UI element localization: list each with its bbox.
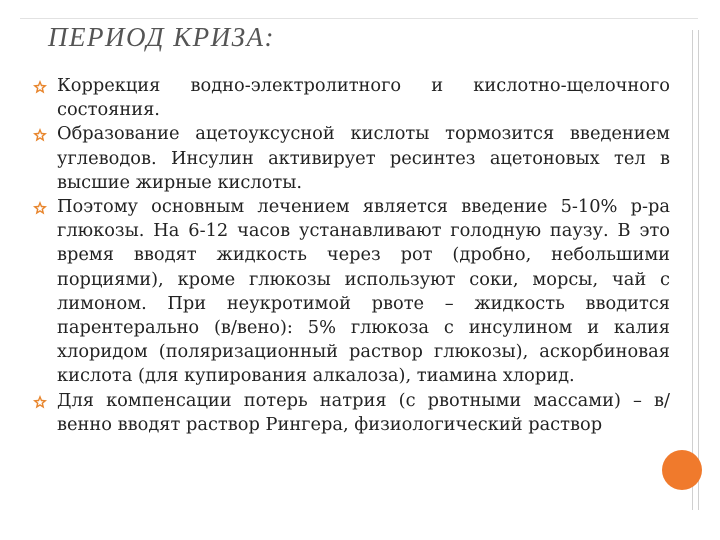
list-item	[30, 122, 670, 195]
decorative-rail	[690, 30, 702, 510]
list-item	[30, 389, 670, 437]
bullet-text: Для компенсации потерь натрия (с рвотными массами) – в/венно вводят раствор Рингера, физиологический раствор	[57, 389, 670, 435]
slide-title: ПЕРИОД КРИЗА:	[48, 22, 276, 52]
list-item	[30, 74, 670, 122]
accent-circle	[662, 450, 702, 490]
bullet-text: Поэтому основным лечением является введение 5-10% р-ра глюкозы. На 6-12 часов устанавливают голодную паузу. В это время вводят жидкость через рот (дробно, небольшими порциями), кроме глюкозы используют соки, морсы, чай с лимоном. При неукротимой рвоте – жидкость вводится парентерально (в/вено): 5% глюкоза с инсулином и калия хлоридом (поляризационный раствор глюкозы), аскорбиновая кислота (для купирования алкалоза), тиамина хлорид.	[57, 196, 670, 387]
star-bullet-icon	[32, 79, 48, 95]
bullet-text: Коррекция водно-электролитного и кислотно-щелочного состояния.	[57, 75, 670, 121]
list-item	[30, 195, 670, 389]
star-bullet-icon	[32, 394, 48, 410]
bullet-list	[30, 74, 670, 437]
star-bullet-icon	[32, 200, 48, 216]
bullet-text: Образование ацетоуксусной кислоты тормозится введением углеводов. Инсулин активирует ресинтез ацетоновых тел в высшие жирные кислоты.	[57, 123, 670, 193]
frame-top-line	[20, 18, 698, 19]
star-bullet-icon	[32, 127, 48, 143]
